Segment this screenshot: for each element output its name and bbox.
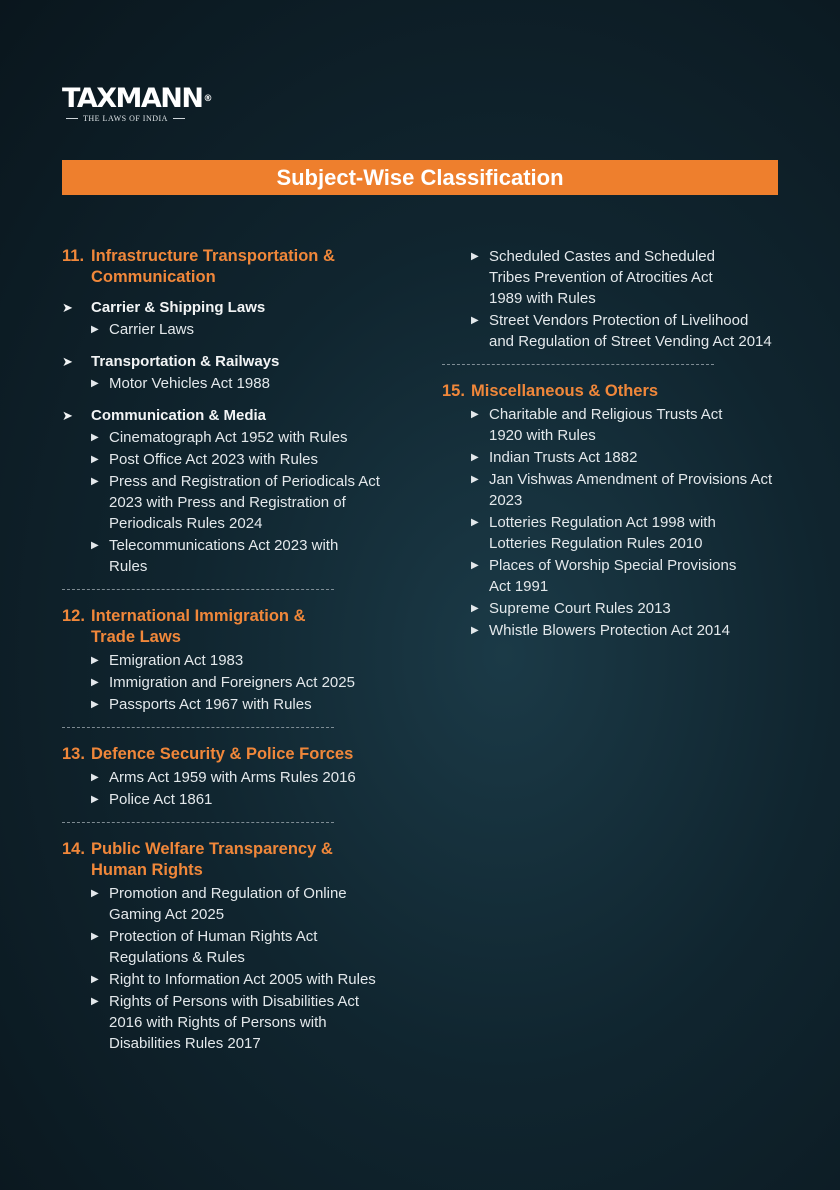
dashed-divider <box>62 589 334 590</box>
list-item: ▶ Cinematograph Act 1952 with Rules <box>91 429 348 446</box>
list-item: ▶ Protection of Human Rights Act Regulations & Rules <box>91 928 318 966</box>
triangle-bullet-icon: ▶ <box>91 931 99 942</box>
group-heading <box>62 406 412 426</box>
section-heading <box>62 744 412 765</box>
triangle-bullet-icon: ▶ <box>91 996 99 1007</box>
triangle-bullet-icon: ▶ <box>91 888 99 899</box>
triangle-bullet-icon: ▶ <box>471 625 479 636</box>
logo-wordmark: TAXMANN <box>62 83 203 114</box>
dashed-divider <box>62 727 334 728</box>
section-number: 14. <box>62 840 85 858</box>
triangle-bullet-icon: ▶ <box>91 974 99 985</box>
list-item: ▶ Arms Act 1959 with Arms Rules 2016 <box>91 769 356 786</box>
triangle-bullet-icon: ▶ <box>91 324 99 335</box>
arrow-bullet-icon: ➤ <box>62 408 73 423</box>
item-list <box>442 246 782 352</box>
triangle-bullet-icon: ▶ <box>91 476 99 487</box>
section-15 <box>442 381 782 641</box>
triangle-bullet-icon: ▶ <box>471 315 479 326</box>
triangle-bullet-icon: ▶ <box>471 560 479 571</box>
list-item: ▶ Motor Vehicles Act 1988 <box>91 375 270 392</box>
list-item: ▶ Jan Vishwas Amendment of Provisions Act 2023 <box>471 471 773 509</box>
tagline-rule-left <box>66 118 78 119</box>
section-13 <box>62 744 412 810</box>
section-14 <box>62 839 412 1054</box>
triangle-bullet-icon: ▶ <box>91 378 99 389</box>
tagline-rule-right <box>173 118 185 119</box>
triangle-bullet-icon: ▶ <box>91 699 99 710</box>
section-title-line: Communication <box>91 268 216 286</box>
item-list <box>62 427 412 577</box>
list-item: ▶ Emigration Act 1983 <box>91 652 244 669</box>
group-heading <box>62 352 412 372</box>
registered-mark: ® <box>203 94 213 104</box>
banner-title: Subject-Wise Classification <box>276 164 564 190</box>
list-item: ▶ Passports Act 1967 with Rules <box>91 696 312 713</box>
triangle-bullet-icon: ▶ <box>471 517 479 528</box>
list-item: ▶ Lotteries Regulation Act 1998 with Lotteries Regulation Rules 2010 <box>471 514 716 552</box>
item-list <box>62 883 412 1054</box>
section-heading <box>62 246 412 288</box>
triangle-bullet-icon: ▶ <box>91 454 99 465</box>
triangle-bullet-icon: ▶ <box>471 452 479 463</box>
triangle-bullet-icon: ▶ <box>471 474 479 485</box>
list-item: ▶ Carrier Laws <box>91 321 195 338</box>
triangle-bullet-icon: ▶ <box>91 540 99 551</box>
triangle-bullet-icon: ▶ <box>91 677 99 688</box>
section-number: 15. <box>442 382 465 400</box>
section-title-line: Public Welfare Transparency & <box>91 840 333 858</box>
list-item: ▶ Places of Worship Special Provisions Act 1991 <box>471 557 737 595</box>
section-title-line: International Immigration & <box>91 607 306 625</box>
section-number: 13. <box>62 745 85 763</box>
list-item: ▶ Immigration and Foreigners Act 2025 <box>91 674 355 691</box>
section-heading <box>442 381 782 402</box>
list-item: ▶ Indian Trusts Act 1882 <box>471 449 638 466</box>
section-number: 11. <box>62 247 85 265</box>
list-item: ▶ Charitable and Religious Trusts Act 1920 with Rules <box>471 406 723 444</box>
dashed-divider <box>62 822 334 823</box>
triangle-bullet-icon: ▶ <box>471 603 479 614</box>
item-list <box>62 767 412 810</box>
group-label: Carrier & Shipping Laws <box>91 299 266 316</box>
section-heading <box>62 839 412 881</box>
triangle-bullet-icon: ▶ <box>91 794 99 805</box>
list-item: ▶ Scheduled Castes and Scheduled Tribes Prevention of Atrocities Act 1989 with Rules <box>471 248 715 307</box>
right-column <box>442 245 782 641</box>
left-column <box>62 246 412 1054</box>
triangle-bullet-icon: ▶ <box>91 432 99 443</box>
triangle-bullet-icon: ▶ <box>471 409 479 420</box>
section-title-line: Human Rights <box>91 861 203 879</box>
list-item: ▶ Street Vendors Protection of Livelihood and Regulation of Street Vending Act 2014 <box>471 312 772 350</box>
section-11 <box>62 246 412 577</box>
logo-tagline: THE LAWS OF INDIA <box>83 114 168 123</box>
group-label: Transportation & Railways <box>91 353 280 370</box>
list-item: ▶ Post Office Act 2023 with Rules <box>91 451 318 468</box>
section-12 <box>62 606 412 715</box>
list-item: ▶ Supreme Court Rules 2013 <box>471 600 671 617</box>
triangle-bullet-icon: ▶ <box>91 655 99 666</box>
section-title-line: Miscellaneous & Others <box>471 382 659 400</box>
dashed-divider <box>442 364 714 365</box>
list-item: ▶ Whistle Blowers Protection Act 2014 <box>471 622 730 639</box>
taxmann-logo <box>62 84 213 123</box>
arrow-bullet-icon: ➤ <box>62 354 73 369</box>
section-number: 12. <box>62 607 85 625</box>
item-list <box>62 319 412 340</box>
triangle-bullet-icon: ▶ <box>471 251 479 262</box>
item-list <box>442 404 782 641</box>
section-title-line: Trade Laws <box>91 628 181 646</box>
group-heading <box>62 298 412 318</box>
list-item: ▶ Rights of Persons with Disabilities Act 2016 with Rights of Persons with Disabilities Rules 2017 <box>91 993 360 1052</box>
list-item: ▶ Right to Information Act 2005 with Rules <box>91 971 376 988</box>
triangle-bullet-icon: ▶ <box>91 772 99 783</box>
item-list <box>62 373 412 394</box>
section-heading <box>62 606 412 648</box>
list-item: ▶ Telecommunications Act 2023 with Rules <box>91 537 339 575</box>
group-label: Communication & Media <box>91 407 267 424</box>
list-item: ▶ Police Act 1861 <box>91 791 213 808</box>
section-title-line: Infrastructure Transportation & <box>91 247 335 265</box>
item-list <box>62 650 412 715</box>
list-item: ▶ Press and Registration of Periodicals Act 2023 with Press and Registration of Periodicals Rules 2024 <box>91 473 380 532</box>
classification-banner <box>62 160 778 195</box>
arrow-bullet-icon: ➤ <box>62 300 73 315</box>
list-item: ▶ Promotion and Regulation of Online Gaming Act 2025 <box>91 885 347 923</box>
section-title-line: Defence Security & Police Forces <box>91 745 354 763</box>
